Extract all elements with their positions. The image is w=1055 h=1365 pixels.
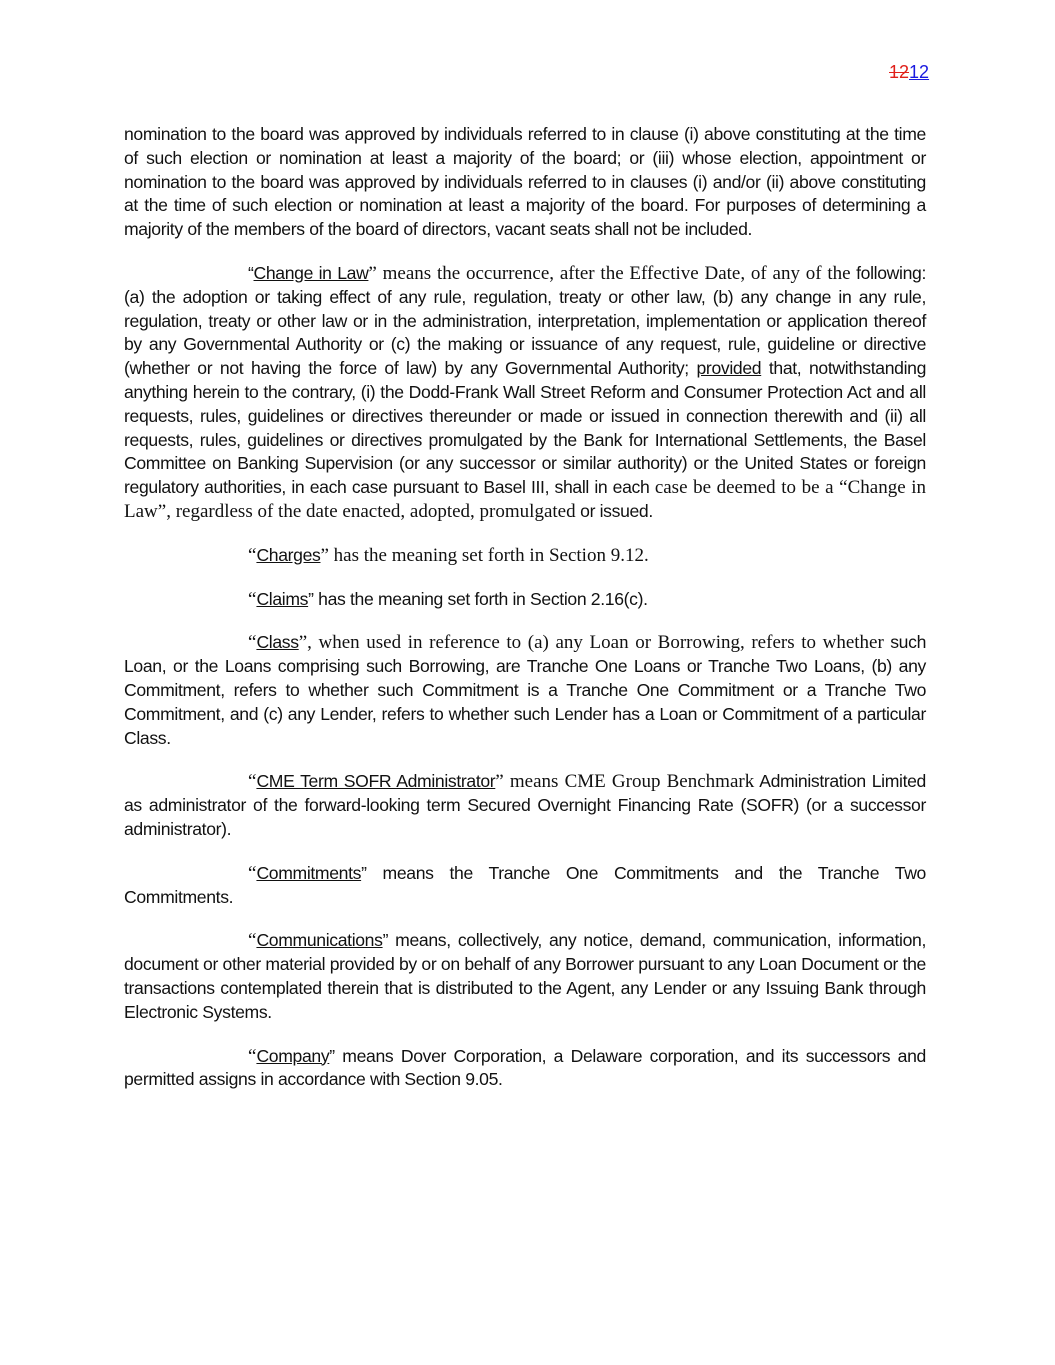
defined-term: Claims [256,588,309,609]
definition-communications [124,929,926,1024]
definition-company [124,1045,926,1093]
quote: “ [248,771,257,793]
document-body [124,123,926,1112]
quote: “ [248,632,257,654]
defined-term: Company [256,1045,330,1066]
definition-text: ”, when used in reference to (a) any Loan or Borrowing, refers to whether [298,632,884,654]
page-number-inserted: 12 [909,62,930,82]
definition-text: such Loan, or the Loans comprising such Borrowing, are Tranche One Loans or Tranche Two Loans, (b) any Commitment, refers to whether such Commitment is a Tranche One Commitment or a Tranche Two Commitment, and (c) any Lender, refers to whether such Lender has a Loan or Commitment of a particular Class. [124,632,927,748]
definition-text: case be deemed to be a “Change in Law”, regardless of the date enacted, adopted, promulgated [124,477,927,522]
definition-charges [124,544,926,568]
defined-term: Change in Law [253,262,369,283]
page-number [889,62,929,83]
provided-term: provided [696,358,762,379]
defined-term: CME Term SOFR Administrator [256,771,496,792]
quote: “ [248,862,257,884]
definition-commitments [124,862,926,910]
definition-text: ” means, collectively, any notice, demand, communication, information, document or other material provided by or on behalf of any Borrower pursuant to any Loan Document or the transactions contemplated therein that is distributed to the Agent, any Lender or any Issuing Bank through Electronic Systems. [124,930,926,1022]
definition-text: ” means CME Group Benchmark [495,771,755,793]
defined-term: Communications [256,930,383,951]
quote: “ [248,930,257,952]
definition-claims [124,588,926,612]
definition-class [124,631,926,750]
definition-text: ” means Dover Corporation, a Delaware corporation, and its successors and permitted assigns in accordance with Section 9.05. [124,1045,926,1090]
page-number-deleted: 12 [889,62,910,82]
definition-text: ” has the meaning set forth in Section 9.12. [320,544,649,566]
defined-term: Commitments [256,862,362,883]
definition-cme-term-sofr-administrator [124,770,926,841]
definition-text: Administration Limited as administrator of the forward-looking term Secured Overnight Financing Rate (SOFR) (or a successor administrator). [124,771,926,839]
quote: “ [248,1045,257,1067]
defined-term: Charges [256,544,321,565]
quote: “ [248,588,257,610]
definition-text: or issued. [575,500,653,521]
definition-text: ” has the meaning set forth in Section 2.16(c). [308,588,648,609]
definition-text: that, notwithstanding anything herein to the contrary, (i) the Dodd-Frank Wall Street Reform and Consumer Protection Act and all requests, rules, guidelines or directives thereunder or made or issued in connection therewith and (ii) all requests, rules, guidelines or directives promulgated by the Bank for International Settlements, the Basel Committee on Banking Supervision (or any successor or similar authority) or the United States or foreign regulatory authorities, in each case pursuant to Basel III, shall in each [124,358,926,498]
paragraph-continuation: nomination to the board was approved by individuals referred to in clause (i) above constituting at the time of such election or nomination at least a majority of the board; or (iii) whose election, appointment or nomination to the board was approved by individuals referred to in clauses (i) and/or (ii) above constituting at the time of such election or nomination at least a majority of the board. For purposes of determining a majority of the members of the board of directors, vacant seats shall not be included. [124,124,926,240]
definition-text: ” means the Tranche One Commitments and the Tranche Two Commitments. [124,862,926,907]
definition-text: ” means the occurrence, after the Effective Date, of any of the [368,262,851,284]
quote: “ [248,544,257,566]
defined-term: Class [256,632,299,653]
definition-text: following: (a) the adoption or taking effect of any rule, regulation, treaty or other law, (b) any change in any rule, regulation, treaty or other law or in the administration, interpretation, implementation or application thereof by any Governmental Authority or (c) the making or issuance of any request, rule, guideline or directive (whether or not having the force of law) by any Governmental Authority; [124,262,926,379]
quote: “ [248,262,254,283]
definition-change-in-law [124,262,926,524]
